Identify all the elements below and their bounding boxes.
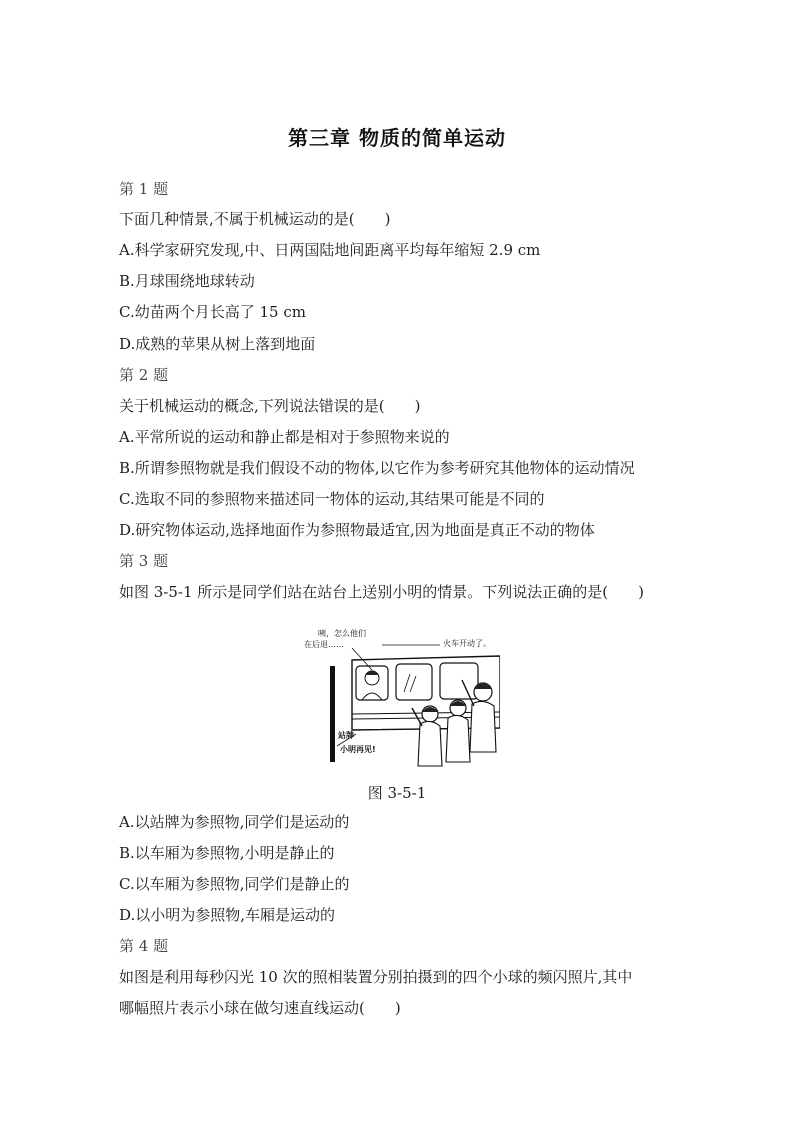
figure-caption: 图 3-5-1 (367, 784, 427, 802)
student-2-body (446, 715, 470, 762)
question-1-option-a: A.科学家研究发现,中、日两国陆地间距离平均每年缩短 2.9 cm (119, 241, 541, 259)
question-4-stem-line2: 哪幅照片表示小球在做匀速直线运动( ) (119, 999, 401, 1017)
question-2-option-a: A.平常所说的运动和静止都是相对于参照物来说的 (119, 428, 450, 446)
question-3-option-b: B.以车厢为参照物,小明是静止的 (119, 844, 335, 862)
question-1-option-b: B.月球围绕地球转动 (119, 272, 255, 290)
student-3-body (418, 721, 442, 766)
question-1-label: 第 1 题 (119, 180, 169, 198)
question-3-option-c: C.以车厢为参照物,同学们是静止的 (119, 875, 350, 893)
question-2-label: 第 2 题 (119, 366, 169, 384)
student-1-body (470, 701, 496, 752)
student-1-hair (474, 684, 492, 690)
bubble-left-line2: 在后退…… (304, 640, 344, 649)
farewell-label: 小明再见! (340, 745, 376, 754)
question-1-option-c: C.幼苗两个月长高了 15 cm (119, 303, 306, 321)
window-glare (404, 674, 416, 692)
train-window-3 (440, 663, 478, 699)
question-4-label: 第 4 题 (119, 937, 169, 955)
question-4-stem-line1: 如图是利用每秒闪光 10 次的照相装置分别拍摄到的四个小球的频闪照片,其中 (119, 968, 633, 986)
question-1-option-d: D.成熟的苹果从树上落到地面 (119, 335, 316, 353)
bubble-right: 火车开动了。 (443, 639, 491, 648)
question-3-stem: 如图 3-5-1 所示是同学们站在站台上送别小明的情景。下列说法正确的是( ) (119, 583, 645, 601)
page-title: 第三章 物质的简单运动 (288, 126, 506, 150)
question-1-stem: 下面几种情景,不属于机械运动的是( ) (119, 210, 391, 228)
question-3-label: 第 3 题 (119, 552, 169, 570)
question-2-option-d: D.研究物体运动,选择地面作为参照物最适宜,因为地面是真正不动的物体 (119, 521, 595, 539)
student-3-arm (412, 708, 422, 726)
question-3-option-d: D.以小明为参照物,车厢是运动的 (119, 906, 336, 924)
train-station-figure (300, 626, 500, 768)
bubble-left-line1: 咦，怎么他们 (318, 629, 366, 638)
xiaoming-body (362, 693, 382, 700)
question-2-stem: 关于机械运动的概念,下列说法错误的是( ) (119, 397, 421, 415)
xiaoming-hair (365, 671, 379, 676)
sign-label: 站牌 (338, 731, 354, 740)
question-2-option-c: C.选取不同的参照物来描述同一物体的运动,其结果可能是不同的 (119, 490, 545, 508)
question-3-option-a: A.以站牌为参照物,同学们是运动的 (119, 813, 350, 831)
train-station-illustration (300, 626, 500, 768)
question-2-option-b: B.所谓参照物就是我们假设不动的物体,以它作为参考研究其他物体的运动情况 (119, 459, 635, 477)
station-sign-post (330, 666, 335, 762)
